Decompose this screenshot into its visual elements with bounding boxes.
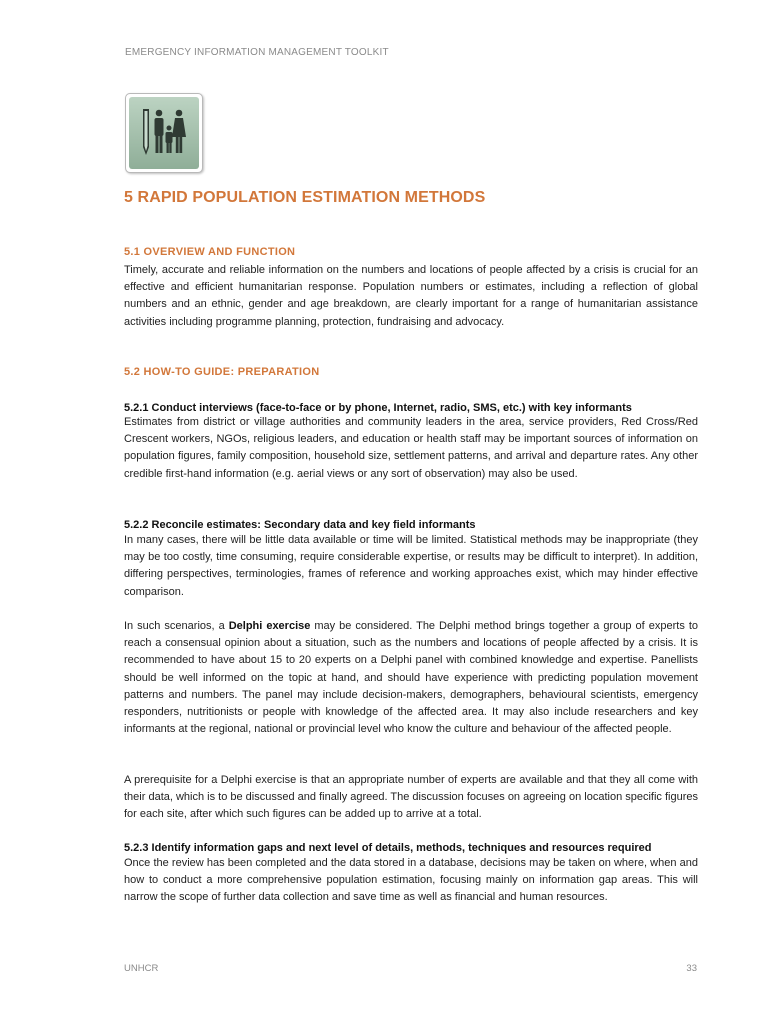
delphi-exercise-term: Delphi exercise [228,620,311,632]
chapter-logo [125,93,203,173]
section-5-1-heading: 5.1 OVERVIEW AND FUNCTION [124,246,296,258]
footer-org: UNHCR [124,963,159,974]
section-5-2-heading: 5.2 HOW-TO GUIDE: PREPARATION [124,366,320,378]
delphi-body-text: may be considered. The Delphi method brings together a group of experts to reach a consensual opinion about a situation, such as the numbers and locations of people affected by a crisis. It is recommended to have about 15 to 20 experts on a Delphi panel with combined knowledge and expertise. Panellists should be well informed on the topic at hand, and should have experience with predicting population movement patterns and numbers. The panel may include decision-makers, demographers, behavioural scientists, emergency responders, nutritionists or people with knowledge of the affected area. It may also include researchers and key informants at the regional, national or provincial level who know the culture and behaviour of the affected people. [124,620,698,736]
section-5-2-2-paragraph-3: A prerequisite for a Delphi exercise is that an appropriate number of experts are available and that they all come with their data, which is to be discussed and finally agreed. The discussion focuses on agreeing on location specific figures for each site, after which such figures can be added up to arrive at a total. [124,774,698,821]
section-5-2-3-paragraph: Once the review has been completed and the data stored in a database, decisions may be taken on where, when and how to conduct a more comprehensive population estimation, focusing mainly on information gap areas. This will narrow the scope of further data collection and save time as well as financial and human resources. [124,857,698,904]
section-5-2-2-paragraph-2 [124,618,698,738]
section-5-1-paragraph: Timely, accurate and reliable information on the numbers and locations of people affected by a crisis is crucial for an effective and efficient humanitarian response. Population numbers or estimates, including a reflection of global numbers and an ethnic, gender and age breakdown, are clearly important for a range of humanitarian assistance activities including programme planning, protection, fundraising and advocacy. [124,264,698,328]
section-5-2-1-paragraph: Estimates from district or village authorities and community leaders in the area, service providers, Red Cross/Red Crescent workers, NGOs, religious leaders, and education or health staff may be important sources of information on population figures, family composition, household size, settlement patterns, and arrival and departure rates. Any other credible first-hand information (e.g. aerial views or any sort of observation) may also be used. [124,416,698,480]
page-number: 33 [686,963,697,974]
section-5-2-2-paragraph-1: In many cases, there will be little data available or time will be limited. Statistical methods may be inappropriate (they may be too costly, time consuming, require considerable expertise, or results may be difficult to interpret). In addition, differing perspectives, terminologies, frames of reference and working approaches exist, which may hinder effective comparison. [124,534,698,598]
section-5-2-3-heading: 5.2.3 Identify information gaps and next level of details, methods, techniques and resources required [124,842,652,854]
chapter-title: 5 RAPID POPULATION ESTIMATION METHODS [124,189,486,206]
running-header: EMERGENCY INFORMATION MANAGEMENT TOOLKIT [125,47,389,58]
family-people-icon [129,97,197,167]
section-5-2-2-heading: 5.2.2 Reconcile estimates: Secondary data and key field informants [124,519,476,531]
delphi-intro-text: In such scenarios, a [124,620,229,632]
section-5-2-1-heading: 5.2.1 Conduct interviews (face-to-face or by phone, Internet, radio, SMS, etc.) with key informants [124,402,632,414]
